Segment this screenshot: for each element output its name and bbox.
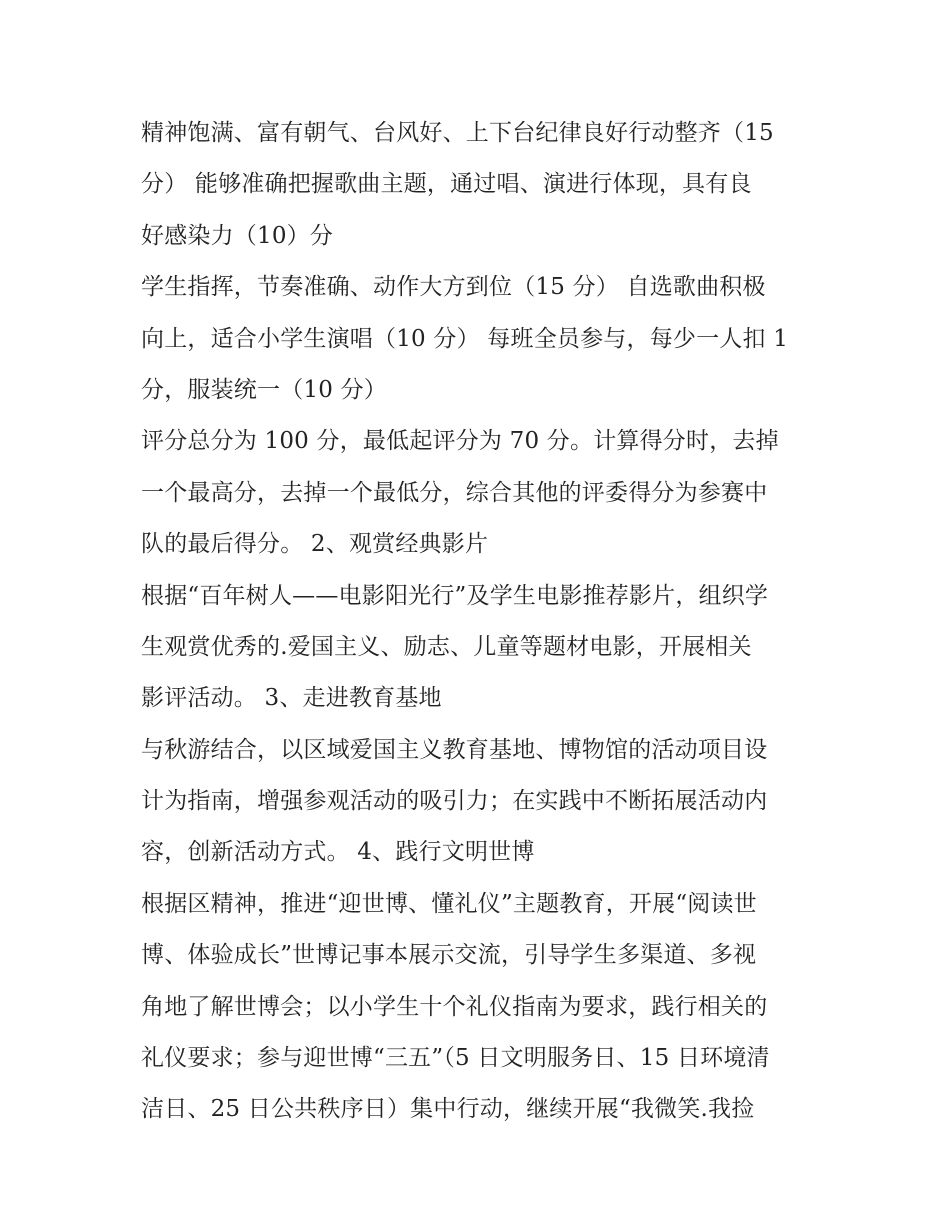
text-line: 队的最后得分。 2、观赏经典影片	[141, 531, 489, 558]
text-line: 博、体验成长”世博记事本展示交流，引导学生多渠道、多视	[141, 942, 757, 969]
text-line: 礼仪要求；参与迎世博“三五”（5 日文明服务日、15 日环境清	[141, 1045, 770, 1072]
text-line: 分） 能够准确把握歌曲主题，通过唱、演进行体现，具有良	[141, 171, 752, 198]
text-line: 洁日、25 日公共秩序日）集中行动，继续开展“我微笑.我捡	[141, 1096, 755, 1123]
text-line: 容，创新活动方式。 4、践行文明世博	[141, 839, 535, 866]
text-line: 评分总分为 100 分，最低起评分为 70 分。计算得分时，去掉	[141, 428, 779, 455]
text-line: 角地了解世博会；以小学生十个礼仪指南为要求，践行相关的	[141, 993, 768, 1020]
text-line: 与秋游结合，以区域爱国主义教育基地、博物馆的活动项目设	[141, 736, 768, 763]
text-line: 分，服装统一（10 分）	[141, 376, 387, 403]
text-line: 计为指南，增强参观活动的吸引力；在实践中不断拓展活动内	[141, 788, 768, 815]
text-line: 生观赏优秀的.爱国主义、励志、儿童等题材电影，开展相关	[141, 633, 752, 660]
text-line: 向上，适合小学生演唱（10 分） 每班全员参与，每少一人扣 1	[141, 325, 789, 352]
text-line: 根据区精神，推进“迎世博、懂礼仪”主题教育，开展“阅读世	[141, 890, 757, 917]
text-line: 一个最高分，去掉一个最低分，综合其他的评委得分为参赛中	[141, 479, 768, 506]
text-line: 精神饱满、富有朝气、台风好、上下台纪律良好行动整齐（15	[141, 120, 774, 146]
text-line: 学生指挥，节奏准确、动作大方到位（15 分） 自选歌曲积极	[141, 274, 766, 301]
text-line: 影评活动。 3、走进教育基地	[141, 685, 442, 712]
text-line: 好感染力（10）分	[141, 222, 334, 249]
body-text	[141, 108, 821, 1136]
text-line: 根据“百年树人——电影阳光行”及学生电影推荐影片，组织学	[141, 582, 769, 609]
